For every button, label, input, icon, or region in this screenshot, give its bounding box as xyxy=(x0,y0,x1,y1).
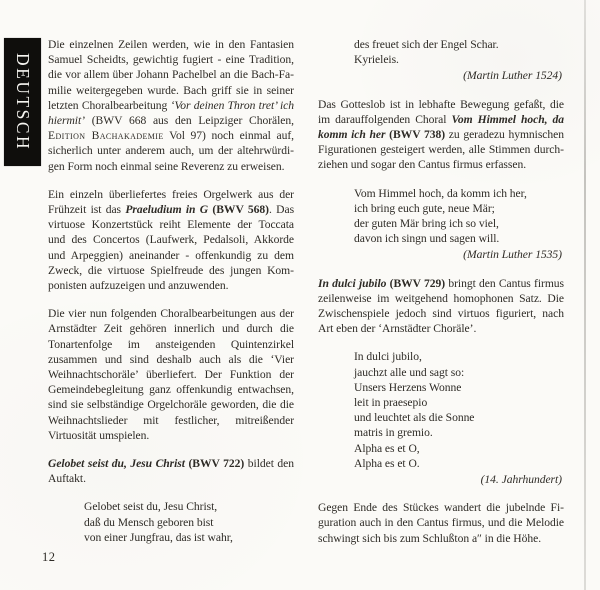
text-segment: bringt den Cantus firmus zeilenweise im weitgehend homophonen Satz. Die Zwischenspiele jedoch sind virtuos figuriert, nach Art eben der ‘Arnstädter Choräle’. xyxy=(318,276,565,336)
verse-line: Gelobet seist du, Jesu Christ, xyxy=(84,500,218,514)
paragraph-in-dulci-jubilo xyxy=(318,276,564,337)
language-tab-deutsch xyxy=(4,38,41,166)
verse-line: Alpha es et O. xyxy=(354,456,420,470)
page-number: 12 xyxy=(42,550,56,564)
text-segment-bold: (BWV 738) xyxy=(385,128,446,142)
verse-line: Alpha es et O, xyxy=(354,441,420,455)
text-segment: Das Gotteslob ist in lebhafte Bewegung gefaßt, die im darauffolgenden Choral xyxy=(318,97,564,126)
verse-line: von einer Jungfrau, das ist wahr, xyxy=(84,530,233,544)
verse-line: davon ich singn und sagen will. xyxy=(354,232,500,246)
paragraph-vier-weihnachtschoraele xyxy=(48,306,294,443)
text-segment-bold: (BWV 729) xyxy=(386,276,446,290)
language-tab-label: DEUTSCH xyxy=(13,52,33,152)
verse-line: des freuet sich der Engel Schar. xyxy=(354,38,499,51)
verse-line: Kyrieleis. xyxy=(354,53,399,67)
text-segment: zu geradezu hymnischen Figurationen gesteigert werden, alle Stimmen durchziehen und sogar den Cantus firmus erfassen. xyxy=(318,128,564,172)
verse-in-dulci-jubilo xyxy=(354,349,564,471)
attribution-martin-luther-1535: (Martin Luther 1535) xyxy=(463,248,562,262)
verse-line: leit in praesepio xyxy=(354,396,428,410)
verse-line: In dulci jubilo, xyxy=(354,350,422,364)
verse-gelobet-continuation xyxy=(354,37,564,67)
right-column xyxy=(318,37,564,559)
text-segment: bildet den Auftakt. xyxy=(48,457,295,486)
text-segment: Ein einzeln überliefertes freies Orgelwerk aus der Frühzeit ist das xyxy=(48,187,294,217)
text-segment-bolditalic: Vom Himmel hoch, da komm ich her xyxy=(318,112,564,142)
text-segment-bold: (BWV 722) xyxy=(184,457,245,471)
paragraph-gegen-ende xyxy=(318,500,564,546)
text-segment-bolditalic: Praeludium in G xyxy=(125,203,209,217)
paragraph-vom-himmel-hoch xyxy=(318,97,564,173)
left-column xyxy=(48,37,294,558)
text-segment: . Das virtuose Konzertstück reiht Elemente der Toccata und des Concertos (Laufwerk, Pedalsoli, Akkorde und Arpeggien) aneinander - offenkundig zu dem Zweck, die virtuose Spielfreude des jungen Komponisten aufzuzeigen und anzuwenden. xyxy=(48,203,295,293)
text-segment-smallcaps: Edition Bachakademie xyxy=(48,129,164,143)
text-segment-bolditalic: In dulci jubilo xyxy=(318,276,387,290)
verse-line: der guten Mär bring ich so viel, xyxy=(354,217,499,231)
paragraph-fantasien-tradition xyxy=(48,37,294,174)
paragraph-praeludium-in-g xyxy=(48,187,294,293)
paragraph-gelobet-auftakt xyxy=(48,456,294,486)
verse-line: ich bring euch gute, neue Mär; xyxy=(354,201,495,215)
text-segment: Gegen Ende des Stückes wandert die jubelnde Figuration auch in den Cantus firmus, und die Melodie schwingt sich bis zum Schlußton a″ in die Höhe. xyxy=(318,501,564,545)
verse-line: daß du Mensch geboren bist xyxy=(84,515,214,529)
verse-line: jauchzt alle und sagt so: xyxy=(354,365,465,379)
text-segment: Die einzelnen Zeilen werden, wie in den Fantasien Samuel Scheidts, gewichtig fugiert - eine Tradition, die vor allem über Johann Pachelbel an die Bach-Familie weitergegeben wurde. Bach griff sie in seiner letzten Choralbearbeitung xyxy=(48,38,294,112)
verse-vom-himmel-hoch xyxy=(354,186,564,247)
text-segment: Vol 97) noch einmal auf, sicherlich unter anderem auch, um der altehrwürdigen Form noch einmal seine Reverenz zu erweisen. xyxy=(48,129,295,173)
verse-gelobet-seist-du xyxy=(84,499,294,545)
attribution-14-jahrhundert: (14. Jahrhundert) xyxy=(480,473,562,487)
text-segment: Die vier nun folgenden Choralbearbeitungen aus der Arnstädter Zeit gehören innerlich und durch die Tonartenfolge im ansteigenden Quintenzirkel zusammen und sind deshalb auch als die ‘Vier Weihnachtschoräle’ überliefert. Der Funktion der Gemeindebegleitung ganz offenkundig entwachsen, sind sie selbständige Orgelchoräle geworden, die die Weihnachtslieder mit festlicher, mitreißender Virtuosität umspielen. xyxy=(48,307,294,442)
text-segment: (BWV 668 aus den Leipziger Chorälen, xyxy=(84,114,294,128)
verse-line: Unsers Herzens Wonne xyxy=(354,380,462,394)
verse-line: matris in gremio. xyxy=(354,426,433,440)
text-segment-bolditalic: Gelobet seist du, Jesu Christ xyxy=(48,457,185,471)
scan-edge-line xyxy=(584,0,586,590)
verse-line: und leuchtet als die Sonne xyxy=(354,411,475,425)
text-segment-italic: ‘Vor deinen Thron tret’ ich hiermit’ xyxy=(48,98,294,128)
attribution-martin-luther-1524: (Martin Luther 1524) xyxy=(463,69,562,83)
verse-line: Vom Himmel hoch, da komm ich her, xyxy=(354,186,527,200)
text-segment-bold: (BWV 568) xyxy=(208,203,269,217)
